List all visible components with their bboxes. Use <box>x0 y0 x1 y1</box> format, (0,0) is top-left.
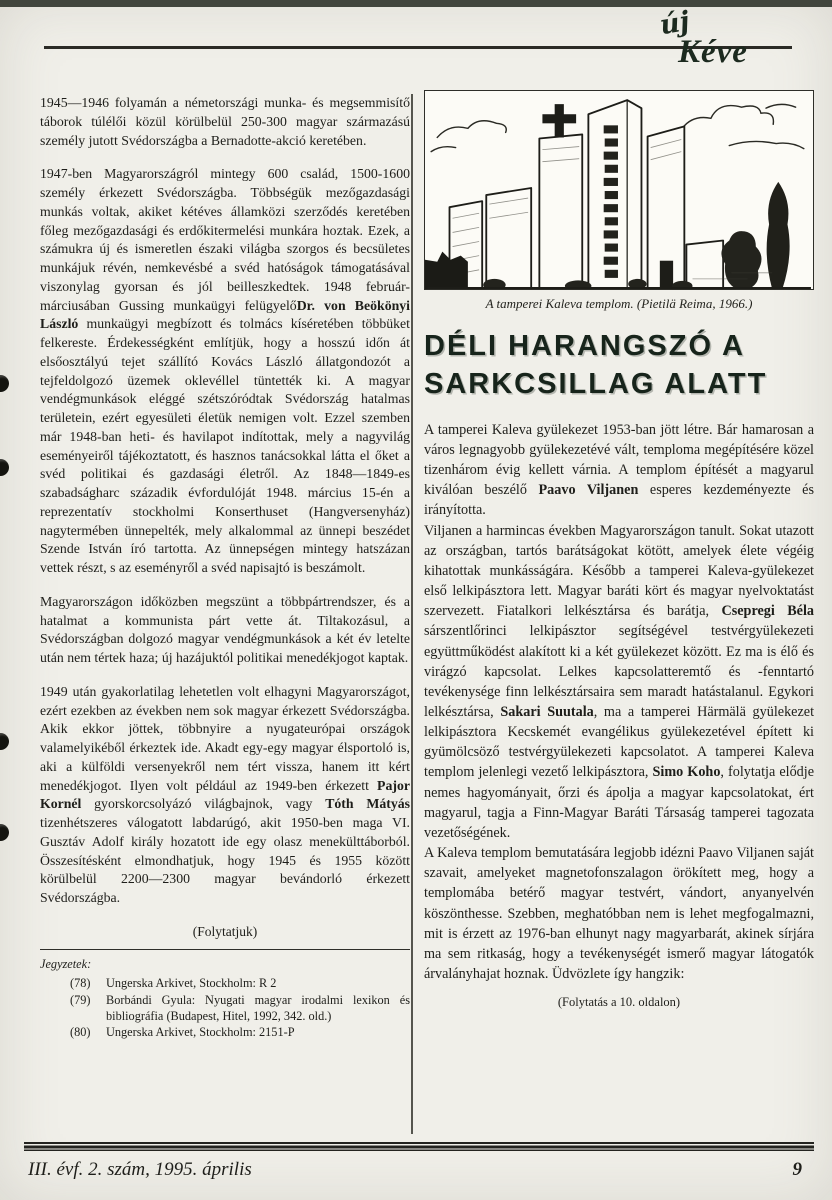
punch-hole <box>0 375 9 392</box>
continuation-note-right: (Folytatás a 10. oldalon) <box>557 995 681 1010</box>
left-article-body <box>40 94 410 908</box>
church-figure <box>424 90 814 290</box>
notes-divider <box>40 949 410 950</box>
footnotes <box>40 956 410 1040</box>
masthead <box>0 0 832 90</box>
punch-hole <box>0 733 9 750</box>
logo-keve-text: Kéve <box>678 34 748 70</box>
continuation-note-left: (Folytatjuk) <box>192 923 258 939</box>
footnote-text: Ungerska Arkivet, Stockholm: R 2 <box>106 976 277 991</box>
uj-keve-logo <box>634 5 794 74</box>
footnote-number: (79) <box>70 992 91 1007</box>
paragraph: A tamperei Kaleva gyülekezet 1953-ban jött létre. Bár hamarosan a város legnagyobb gyülekezetévé vált, temploma megépítésére közel tizenhárom évig kellett várnia. A templom építését a magyarul kiválóan beszélő Paavo Viljanen esperes kezdeményezte és irányította. <box>424 421 814 519</box>
figure-caption: A tamperei Kaleva templom. (Pietilä Reima, 1966.) <box>485 296 753 311</box>
paragraph: 1945—1946 folyamán a németországi munka- és megsemmisítő táborok túlélői közül körülbelül 250-300 magyar származású személy jutott Svédországba a Bernadotte-akció keretében. <box>40 95 410 148</box>
footer-rule <box>24 1142 814 1151</box>
footer-issue-label: III. évf. 2. szám, 1995. április <box>28 1159 252 1180</box>
footnote-item <box>40 992 410 1024</box>
left-column <box>40 94 410 1040</box>
footnote-number: (80) <box>70 1024 91 1039</box>
paragraph: 1947-ben Magyarországról mintegy 600 család, 1500-1600 személy érkezett Svédországba. Többségük mezőgazdasági munkás voltak, akiket kétéves államközi szerződés keretében főleg mezőgazdasági és erdőkitermelési munkára hoztak. Ezek, a számukra új és ismeretlen északi világba szorgos és becsületes munkájuk révén, nemkevésbé a svéd hatóságok támogatásával viszonylag gyorsan és jól beilleszkedtek. 1948 február-márciusában Gussing munkaügyi felügyelőDr. von Beökönyi László munkaügyi megbízott és tolmács kíséretében többüket felkereste. Érdekességként említjük, hogy a hosszú időn át elsőosztályú tejet szállító Kovács László állatgondozót a tejfeldolgozó üzemek oklevéllel tüntették ki. A magyar vendégmunkások eléggé szétszóródtak Svédország hatalmas területein, ezért egyesületi életük nemigen volt. Ezzel szemben már 1948-ban heti- és havilapot indítottak, mely a nagyvilág eseményeiről tájékoztatott, és hasznos tanácsokkal látta el őket a svéd politikai és gazdasági életről. Az 1848—1849-es szabadságharc századik évfordulóját 1948. március 15-én a reprezentatív stockholmi Konserthuset (Hangversenyház) nagytermében ünnepelték, mely alkalommal az ünnepi beszédet Szende István író tartotta. Az ünnepségen mintegy hatszázan vettek részt, s az eseményről a svéd napisajtó is beszámolt. <box>40 166 410 575</box>
footnote-number: (78) <box>70 976 91 991</box>
footnotes-label: Jegyzetek: <box>40 957 92 972</box>
footnote-text: Borbándi Gyula: Nyugati magyar irodalmi lexikon és bibliográfia (Budapest, Hitel, 1992, 342. old.) <box>106 992 410 1023</box>
article-headline <box>424 328 814 403</box>
paragraph: A Kaleva templom bemutatására legjobb idézni Paavo Viljanen saját szavait, amelyeket magnetofonszalagon örökített meg, hogy a templomába betérő magyar testvért, vándort, anyanyelvén köszönthesse. Szebben, meghatóbban nem is lehet megfogalmazni, mit is érzett az 1976-ban elhunyt nagy magyarbarát, akinek sírjára ma sem ritkaság, hogy a tevékenységét ismerő magyar látogatók árvalányhajat hoznak. Üdvözlete így hangzik: <box>424 845 814 983</box>
kaleva-church-sketch-image <box>425 91 813 289</box>
logo-uj-text: új <box>657 5 692 42</box>
footer-page-number: 9 <box>792 1159 802 1180</box>
right-article-body <box>424 420 814 984</box>
paragraph: 1949 után gyakorlatilag lehetetlen volt elhagyni Magyarországot, ezért ezekben az években nem sok magyar érkezett Svédországba. Akik ekkor jöttek, többnyire a nyugateurópai országok valamelyikéből érkeztek ide. Akadt egy-egy magyar élsportoló is, aki a külföldi versenyekről nem tért vissza, hanem itt kért menedékjogot. Ilyen volt például az 1949-ben érkezett Pajor Kornél gyorskorcsolyázó világbajnok, vagy Tóth Mátyás tizenhétszeres válogatott labdarúgó, akit 1950-ben maga VI. Gusztáv Adolf király hozatott ide egy olasz menekülttáborból. Összesítésként elmondhatjuk, hogy 1945 és 1955 között körülbelül 2200—2300 magyar bevándorló érkezett Svédországba. <box>40 683 411 905</box>
page-footer <box>24 1142 814 1181</box>
right-column <box>424 90 814 1012</box>
headline-line-1: DÉLI HARANGSZÓ A <box>424 330 745 363</box>
footnote-item <box>40 1024 410 1040</box>
footer-row <box>24 1159 814 1181</box>
paragraph: Viljanen a harmincas években Magyarországon tanult. Sokat utazott az országban, tartós barátságokat kötött, amelyek élete végéig kihatottak munkásságára. Később a tamperei Kaleva-gyülekezet első lelkipásztora lett. Magyar baráti kört és magyar nyelvoktatást szervezett. Fiatalkori lelkésztársa és barátja, Csepregi Béla sárszentlőrinci lelkipásztor segítségével testvérgyülekezeti együttműködést alakított ki a két gyülekezet között. Ez ma is élő és virágzó kapcsolat. Lelkes kapcsolatteremtő és -fenntartó tevékenysége finn lelkésztársaira sem maradt hatástalanul. Egykori lelkésztársa, Sakari Suutala, ma a tamperei Härmälä gyülekezet lelkipásztora Kecskemét evangélikus gyülekezetével épített ki gyümölcsöző testvérgyülekezeti kapcsolatot. A tamperei Kaleva templom jelenlegi vezető lelkipásztora, Simo Koho, folytatja elődje nemes hagyományait, őrzi és ápolja a magyar kapcsolatokat, ért magyarul, tagja a Finn-Magyar Baráti Társaság tamperei tagozata vezetőségének. <box>424 522 815 841</box>
punch-hole <box>0 459 9 476</box>
headline-line-2: SARKCSILLAG ALATT <box>424 368 768 401</box>
column-divider <box>411 94 413 1134</box>
footnote-text: Ungerska Arkivet, Stockholm: 2151-P <box>106 1024 295 1039</box>
footnote-item <box>40 975 410 991</box>
paragraph: Magyarországon időközben megszünt a többpártrendszer, és a hatalmat a kommunista párt vette át. Tiltakozásul, a Svédországban dolgozó magyar vendégmunkások a két év letelte után nem tértek haza; új hazájuktól politikai menedékjogot kaptak. <box>40 593 410 665</box>
punch-hole <box>0 824 9 841</box>
